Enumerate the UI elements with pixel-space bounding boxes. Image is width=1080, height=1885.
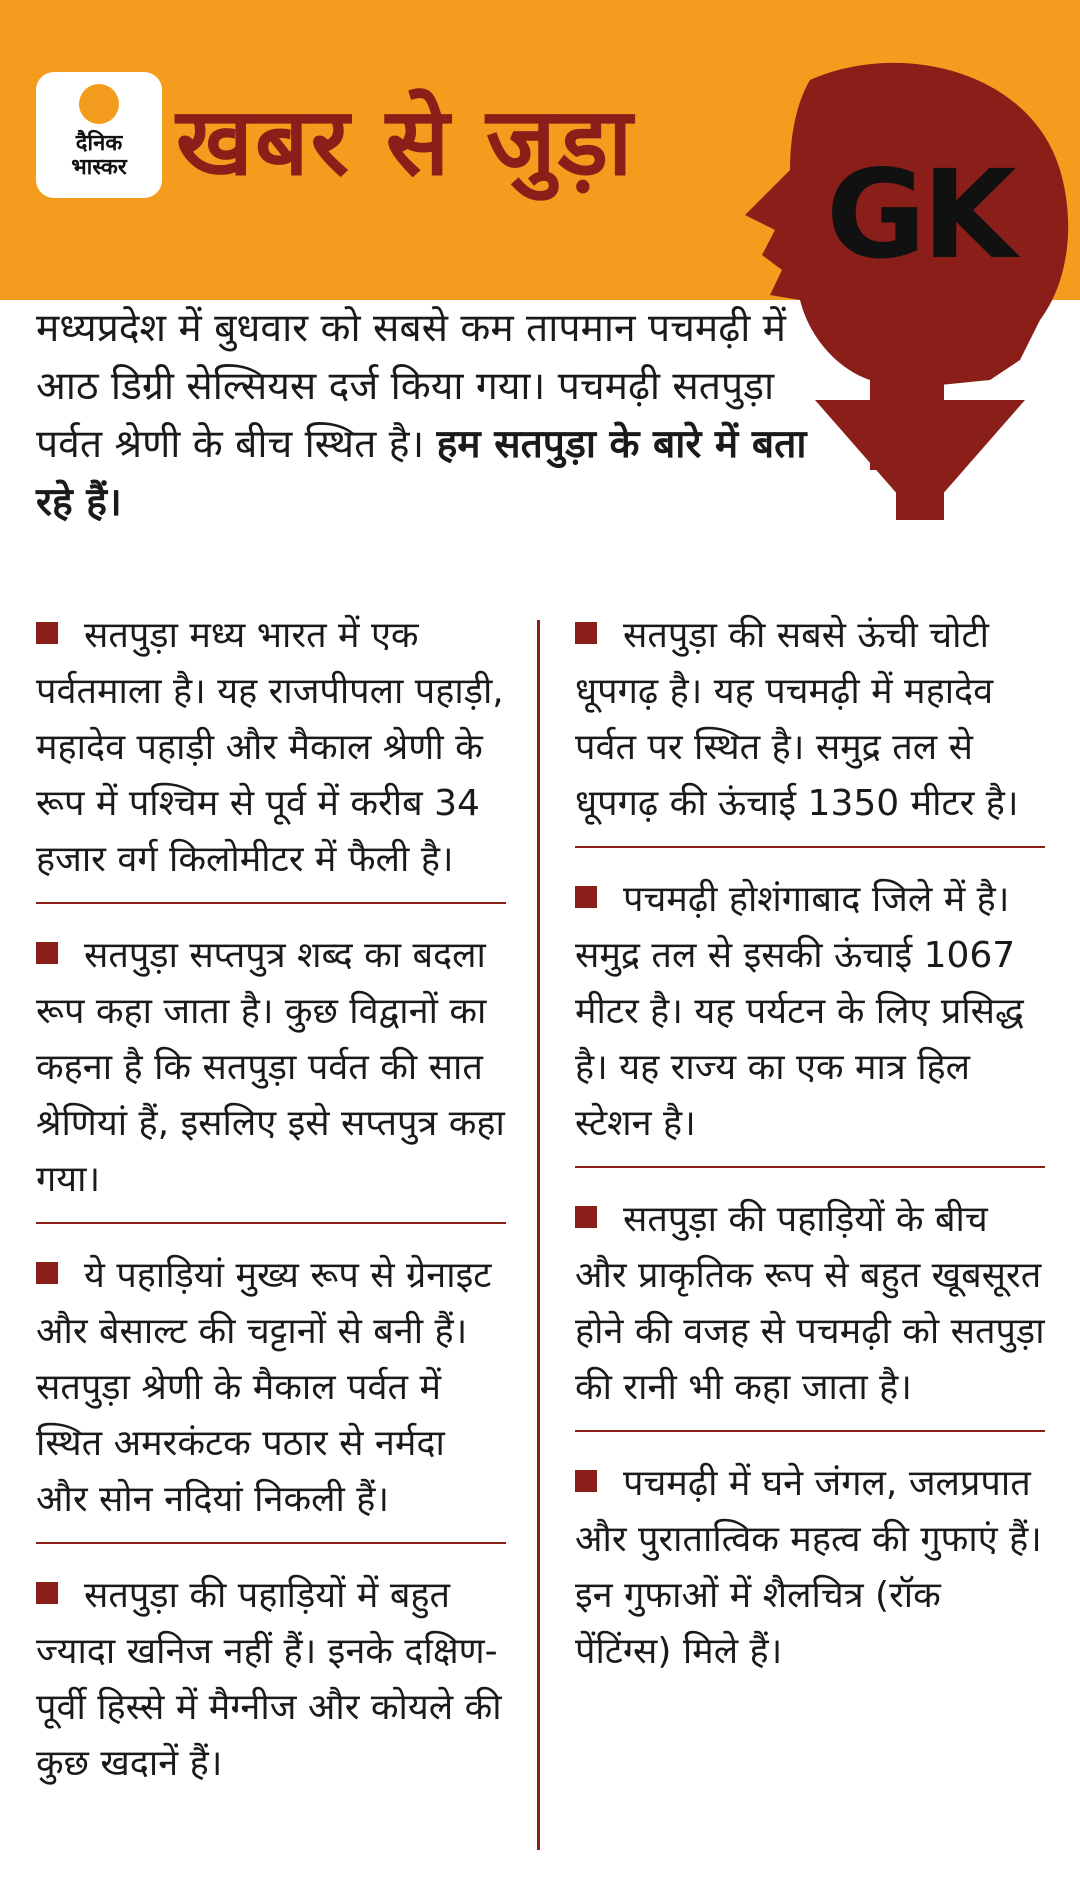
sun-icon [79, 84, 119, 124]
item-text: पचमढ़ी होशंगाबाद जिले में है। समुद्र तल से इसकी ऊंचाई 1067 मीटर है। यह पर्यटन के लिए प्रसिद्ध है। यह राज्य का एक मात्र हिल स्टेशन है। [575, 879, 1024, 1144]
item-text: पचमढ़ी में घने जंगल, जलप्रपात और पुरातात्विक महत्व की गुफाएं हैं। इन गुफाओं में शैलचित्र (रॉक पेंटिंग्स) मिले हैं। [575, 1463, 1042, 1672]
list-item [575, 1184, 1045, 1432]
list-item [36, 1240, 506, 1544]
item-text: सतपुड़ा की सबसे ऊंची चोटी धूपगढ़ है। यह पचमढ़ी में महादेव पर्वत पर स्थित है। समुद्र तल से धूपगढ़ की ऊंचाई 1350 मीटर है। [575, 615, 1019, 824]
square-bullet-icon [575, 1470, 597, 1492]
brand-name-line2: भास्कर [71, 155, 127, 180]
intro-paragraph [36, 300, 816, 532]
brand-name-line1: दैनिक [75, 131, 123, 156]
square-bullet-icon [575, 1206, 597, 1228]
list-item [36, 1560, 506, 1806]
intro-bold-text: हम सतपुड़ा के बारे में बता रहे हैं। [36, 422, 807, 525]
list-item [36, 600, 506, 904]
square-bullet-icon [575, 886, 597, 908]
square-bullet-icon [36, 622, 58, 644]
gk-badge: GK [826, 144, 1013, 286]
page-title: खबर से जुड़ा [176, 88, 635, 197]
list-item [575, 1448, 1045, 1694]
square-bullet-icon [36, 942, 58, 964]
square-bullet-icon [575, 622, 597, 644]
arrow-head [815, 400, 1025, 520]
list-item [36, 920, 506, 1224]
item-text: ये पहाड़ियां मुख्य रूप से ग्रेनाइट और बेसाल्ट की चट्टानों से बनी हैं। सतपुड़ा श्रेणी के मैकाल पर्वत में स्थित अमरकंटक पठार से नर्मदा और सोन नदियां निकली हैं। [36, 1255, 492, 1520]
square-bullet-icon [36, 1582, 58, 1604]
brand-logo [36, 72, 162, 198]
item-text: सतपुड़ा की पहाड़ियों में बहुत ज्यादा खनिज नहीं हैं। इनके दक्षिण-पूर्वी हिस्से में मैग्नीज और कोयले की कुछ खदानें हैं। [36, 1575, 502, 1784]
item-text: सतपुड़ा सप्तपुत्र शब्द का बदला रूप कहा जाता है। कुछ विद्वानों का कहना है कि सतपुड़ा पर्वत की सात श्रेणियां हैं, इसलिए इसे सप्तपुत्र कहा गया। [36, 935, 505, 1200]
column-divider [537, 620, 540, 1850]
item-text: सतपुड़ा की पहाड़ियों के बीच और प्राकृतिक रूप से बहुत खूबसूरत होने की वजह से पचमढ़ी को सतपुड़ा की रानी भी कहा जाता है। [575, 1199, 1045, 1408]
right-column [575, 600, 1045, 1710]
intro-text: मध्यप्रदेश में बुधवार को सबसे कम तापमान पचमढ़ी में आठ डिग्री सेल्सियस दर्ज किया गया। पचमढ़ी सतपुड़ा पर्वत श्रेणी के बीच स्थित है। [36, 306, 787, 467]
list-item [575, 600, 1045, 848]
square-bullet-icon [36, 1262, 58, 1284]
left-column [36, 600, 506, 1822]
item-text: सतपुड़ा मध्य भारत में एक पर्वतमाला है। यह राजपीपला पहाड़ी, महादेव पहाड़ी और मैकाल श्रेणी के रूप में पश्चिम से पूर्व में करीब 34 हजार वर्ग किलोमीटर में फैली है। [36, 615, 504, 880]
list-item [575, 864, 1045, 1168]
